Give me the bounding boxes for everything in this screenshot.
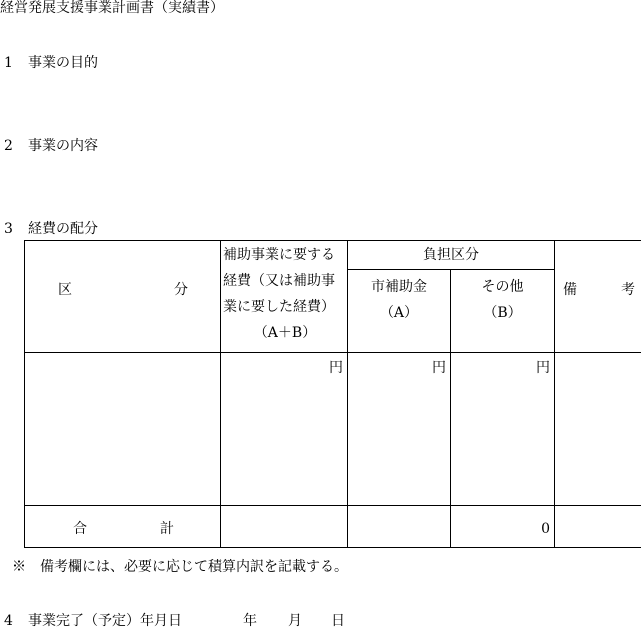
date-day-unit: 日 <box>331 613 345 629</box>
header-total-line-1: 補助事業に要する <box>223 247 335 263</box>
header-total-line-4: （A＋B） <box>253 325 317 341</box>
header-city-code: （A） <box>379 305 419 321</box>
total-biko-cell[interactable] <box>555 506 641 548</box>
date-year-unit: 年 <box>243 613 257 629</box>
section-2-number: 2 <box>4 138 13 154</box>
total-city-cell[interactable] <box>348 506 451 548</box>
header-total-line-3: 業に要した経費） <box>223 299 335 315</box>
remarks-note: ※ 備考欄には、必要に応じて積算内訳を記載する。 <box>12 559 348 575</box>
header-other <box>451 270 555 353</box>
section-4-number: 4 <box>4 613 13 629</box>
body-city-cell[interactable] <box>348 353 451 506</box>
body-other-cell[interactable] <box>451 353 555 506</box>
header-other-label: その他 <box>481 279 524 295</box>
total-expense-cell[interactable] <box>221 506 348 548</box>
header-kubun-char-b: 分 <box>174 282 188 298</box>
body-kubun-cell[interactable] <box>25 353 221 506</box>
section-4-label: 事業完了（予定）年月日 <box>28 613 182 629</box>
total-label-cell <box>25 506 221 548</box>
cost-allocation-table <box>24 240 641 548</box>
yen-unit: 円 <box>536 360 550 376</box>
header-burden: 負担区分 <box>348 241 555 270</box>
header-biko-char-a: 備 <box>563 282 577 298</box>
header-city-label: 市補助金 <box>371 279 427 295</box>
section-1-label: 事業の目的 <box>28 55 98 71</box>
header-total-line-2: 経費（又は補助事 <box>223 273 335 289</box>
yen-unit: 円 <box>432 360 446 376</box>
section-1-number: 1 <box>4 55 13 71</box>
header-biko-char-b: 考 <box>621 282 635 298</box>
yen-unit: 円 <box>329 360 343 376</box>
total-other-cell[interactable] <box>451 506 555 548</box>
total-other-value: 0 <box>541 521 550 537</box>
section-3-number: 3 <box>4 221 13 237</box>
header-kubun <box>25 241 221 353</box>
body-total-cell[interactable] <box>221 353 348 506</box>
header-total-expense <box>221 241 348 353</box>
body-biko-cell[interactable] <box>555 353 641 506</box>
header-other-code: （B） <box>483 305 522 321</box>
total-label-char-b: 計 <box>160 521 174 537</box>
section-3-label: 経費の配分 <box>28 221 98 237</box>
header-kubun-char-a: 区 <box>58 282 72 298</box>
total-label-char-a: 合 <box>73 521 87 537</box>
document-title: 経営発展支援事業計画書（実績書） <box>0 0 224 16</box>
date-month-unit: 月 <box>288 613 302 629</box>
header-city-subsidy <box>348 270 451 353</box>
section-2-label: 事業の内容 <box>28 138 98 154</box>
header-biko <box>555 241 641 353</box>
